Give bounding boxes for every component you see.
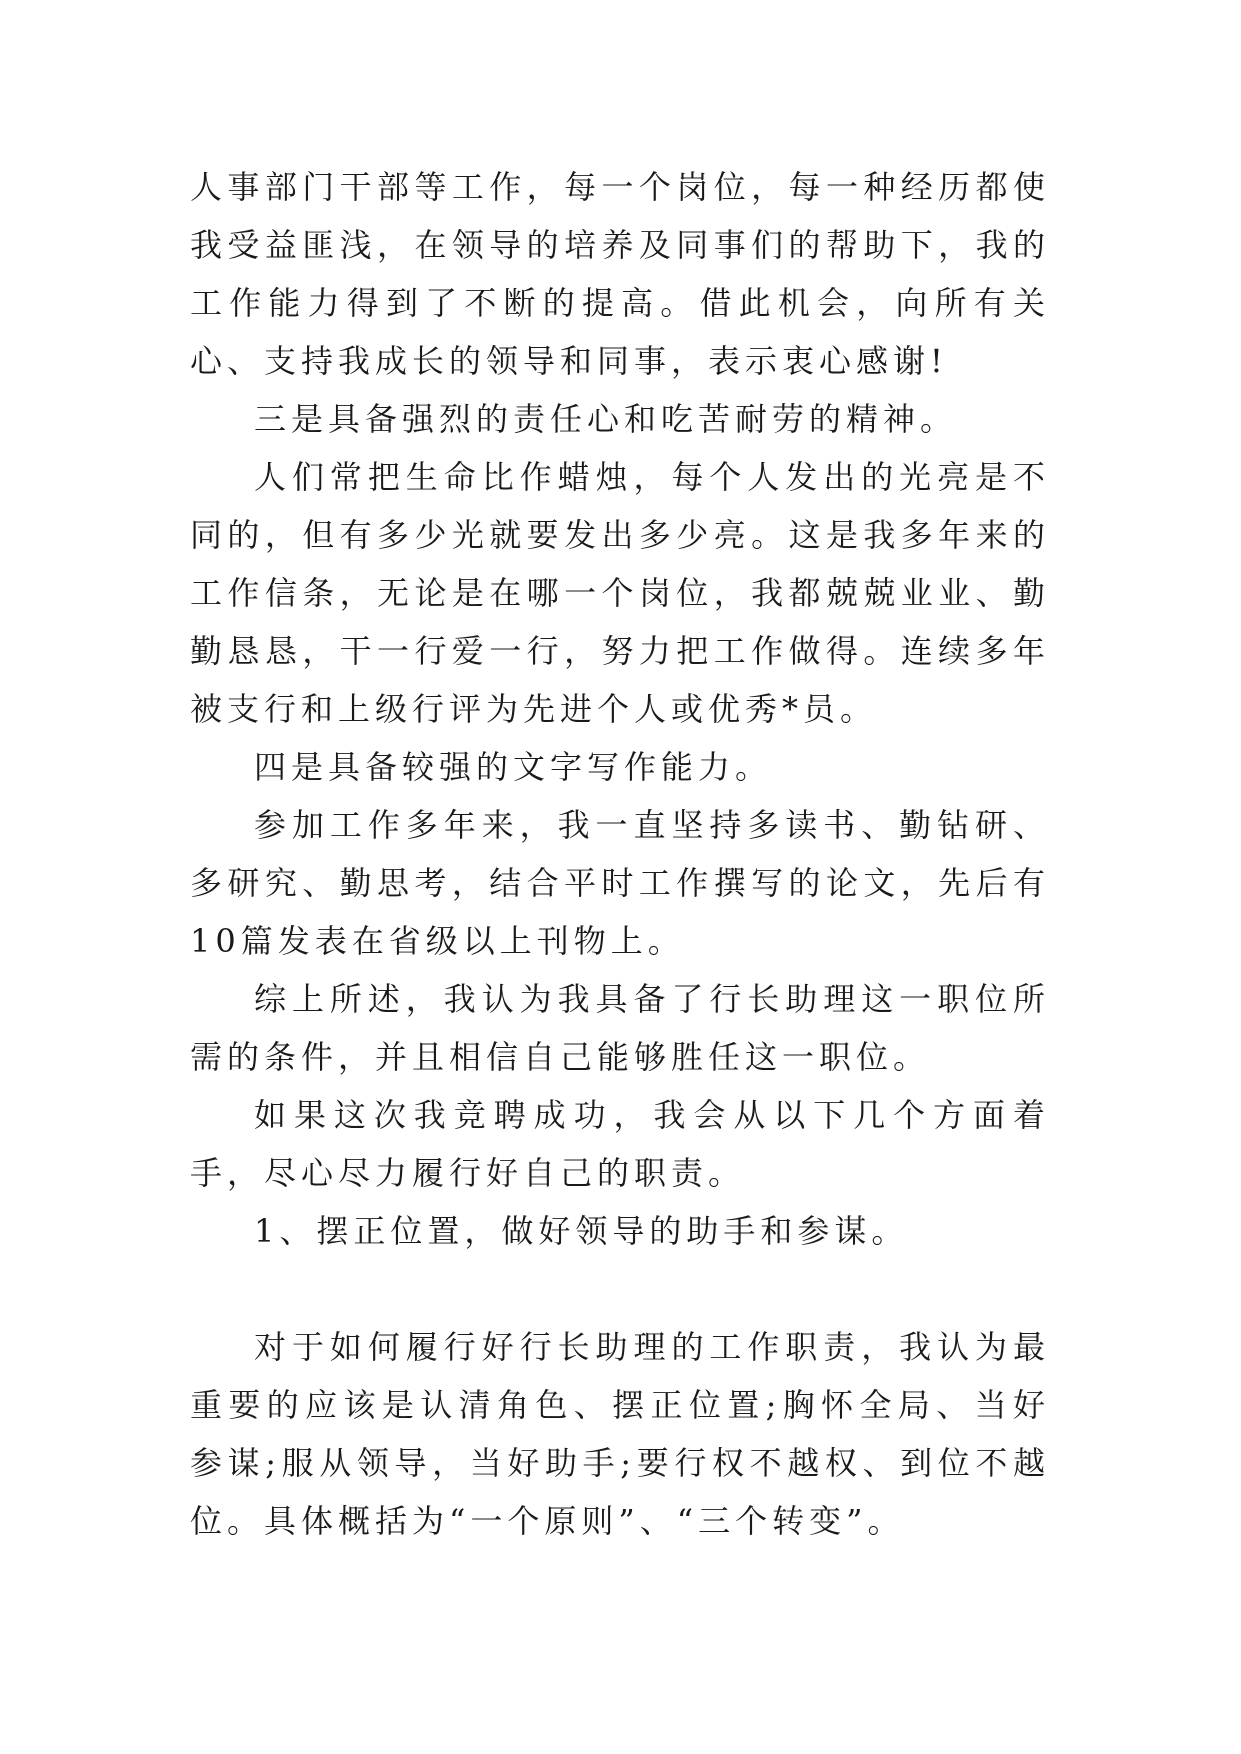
document-body: [190, 158, 1050, 1550]
paragraph-candle-metaphor: 人们常把生命比作蜡烛，每个人发出的光亮是不同的，但有多少光就要发出多少亮。这是我多年来的工作信条，无论是在哪一个岗位，我都兢兢业业、勤勤恳恳，干一行爱一行，努力把工作做得。连续多年被支行和上级行评为先进个人或优秀*员。: [190, 458, 1050, 728]
paragraph-role-principles: 对于如何履行好行长助理的工作职责，我认为最重要的应该是认清角色、摆正位置;胸怀全局、当好参谋;服从领导，当好助手;要行权不越权、到位不越位。具体概括为“一个原则”、“三个转变”。: [190, 1328, 1050, 1540]
paragraph-point-four-heading: 四是具备较强的文字写作能力。: [254, 748, 773, 786]
paragraph-item-one-heading: 1、摆正位置，做好领导的助手和参谋。: [254, 1212, 909, 1250]
paragraph-writing-experience: 参加工作多年来，我一直坚持多读书、勤钻研、多研究、勤思考，结合平时工作撰写的论文，先后有10篇发表在省级以上刊物上。: [190, 806, 1050, 960]
paragraph-point-three-heading: 三是具备强烈的责任心和吃苦耐劳的精神。: [254, 400, 958, 438]
blank-line: [190, 1260, 1050, 1318]
paragraph-if-successful: 如果这次我竞聘成功，我会从以下几个方面着手，尽心尽力履行好自己的职责。: [190, 1096, 1050, 1192]
paragraph-continuation: 人事部门干部等工作，每一个岗位，每一种经历都使我受益匪浅，在领导的培养及同事们的帮助下，我的工作能力得到了不断的提高。借此机会，向所有关心、支持我成长的领导和同事，表示衷心感谢!: [190, 168, 1050, 380]
paragraph-summary: 综上所述，我认为我具备了行长助理这一职位所需的条件，并且相信自己能够胜任这一职位。: [190, 980, 1050, 1076]
